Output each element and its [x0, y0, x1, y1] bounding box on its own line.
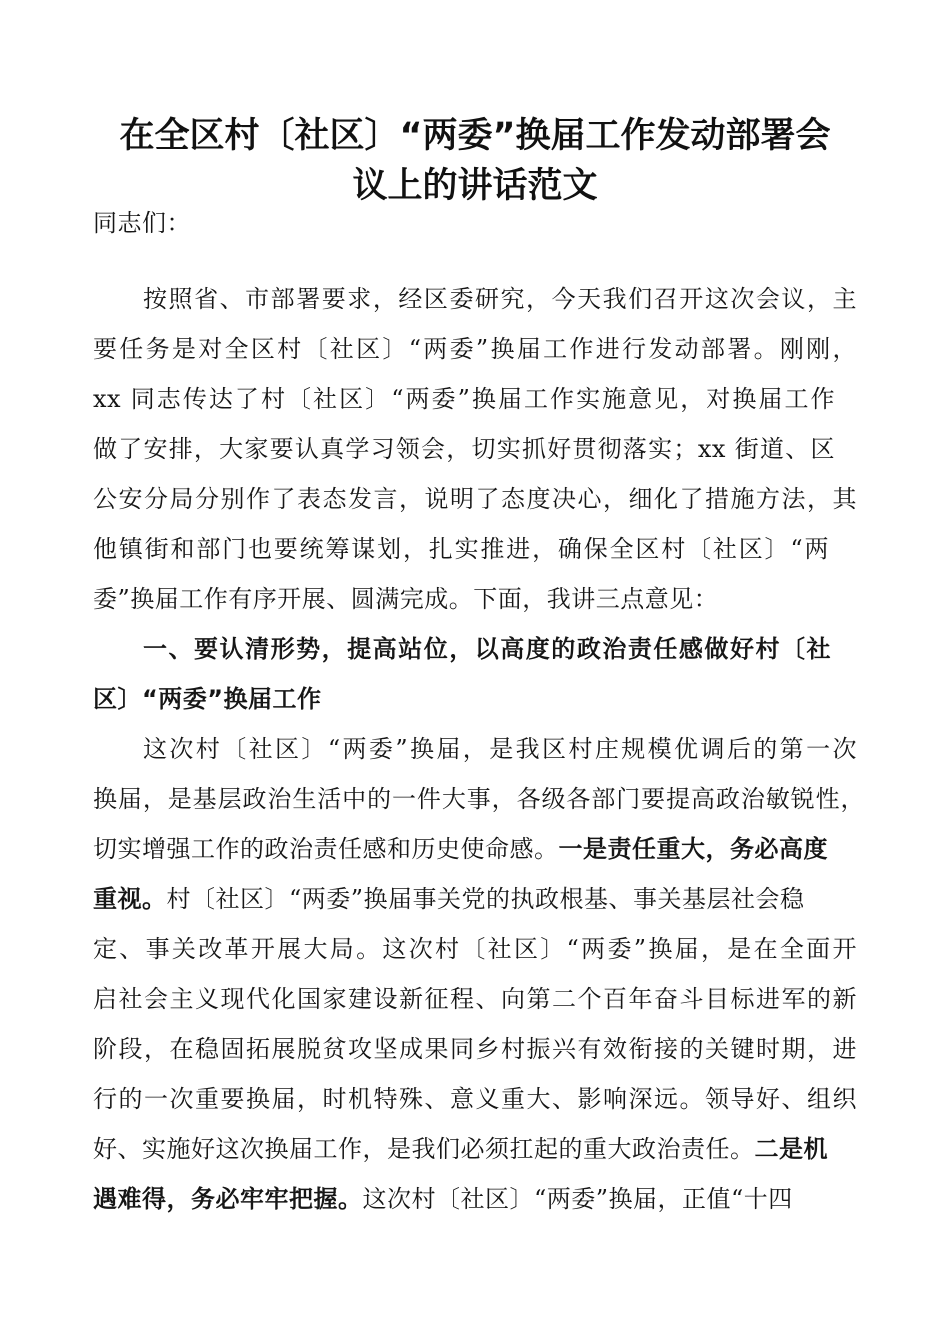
paragraph-2-line-3	[93, 832, 828, 866]
emphasis-responsibility: 一是责任重大，务必高度	[558, 835, 828, 863]
paragraph-2-line-7: 阶段，在稳固拓展脱贫攻坚成果同乡村振兴有效衔接的关键时期，进	[93, 1035, 857, 1063]
emphasis-opportunity: 二是机	[754, 1135, 828, 1163]
paragraph-2-line-5: 定、事关改革开展大局。这次村〔社区〕“两委”换届，是在全面开	[93, 935, 857, 963]
document-title-line-2: 议上的讲话范文	[352, 166, 598, 206]
emphasis-grasp: 遇难得，务必牢牢把握。	[93, 1185, 363, 1213]
paragraph-1-line-5: 公安分局分别作了表态发言，说明了态度决心，细化了措施方法，其	[93, 485, 857, 513]
paragraph-2-line-9-text: 好、实施好这次换届工作，是我们必须扛起的重大政治责任。	[93, 1135, 755, 1163]
salutation: 同志们：	[93, 209, 191, 237]
paragraph-2-line-4	[93, 882, 805, 916]
section-1-heading-line-2: 区〕“两委”换届工作	[93, 685, 322, 713]
paragraph-2-line-8: 行的一次重要换届，时机特殊、意义重大、影响深远。领导好、组织	[93, 1085, 857, 1113]
paragraph-2-line-2: 换届，是基层政治生活中的一件大事，各级各部门要提高政治敏锐性，	[93, 785, 865, 813]
paragraph-2-line-10-text: 这次村〔社区〕“两委”换届，正值“十四	[362, 1185, 793, 1213]
paragraph-2-line-3-text: 切实增强工作的政治责任感和历史使命感。	[93, 835, 559, 863]
paragraph-1-line-1: 按照省、市部署要求，经区委研究，今天我们召开这次会议，主	[143, 285, 857, 313]
paragraph-2-line-6: 启社会主义现代化国家建设新征程、向第二个百年奋斗目标进军的新	[93, 985, 857, 1013]
paragraph-1-line-3: xx 同志传达了村〔社区〕“两委”换届工作实施意见，对换届工作	[93, 385, 835, 413]
paragraph-1-line-2: 要任务是对全区村〔社区〕“两委”换届工作进行发动部署。刚刚，	[93, 335, 857, 363]
paragraph-2-line-10	[93, 1182, 793, 1216]
document-title-line-1: 在全区村〔社区〕“两委”换届工作发动部署会	[119, 116, 831, 156]
paragraph-2-line-9	[93, 1132, 828, 1166]
paragraph-1-line-4: 做了安排，大家要认真学习领会，切实抓好贯彻落实；xx 街道、区	[93, 435, 835, 463]
paragraph-1-line-7: 委”换届工作有序开展、圆满完成。下面，我讲三点意见：	[93, 585, 719, 613]
paragraph-2-line-4-text: 村〔社区〕“两委”换届事关党的执政根基、事关基层社会稳	[166, 885, 805, 913]
paragraph-2-line-1: 这次村〔社区〕“两委”换届，是我区村庄规模优调后的第一次	[143, 735, 857, 763]
emphasis-attention: 重视。	[93, 885, 167, 913]
section-1-heading-line-1: 一、要认清形势，提高站位，以高度的政治责任感做好村〔社	[143, 635, 831, 663]
paragraph-1-line-6: 他镇街和部门也要统筹谋划，扎实推进，确保全区村〔社区〕“两	[93, 535, 829, 563]
